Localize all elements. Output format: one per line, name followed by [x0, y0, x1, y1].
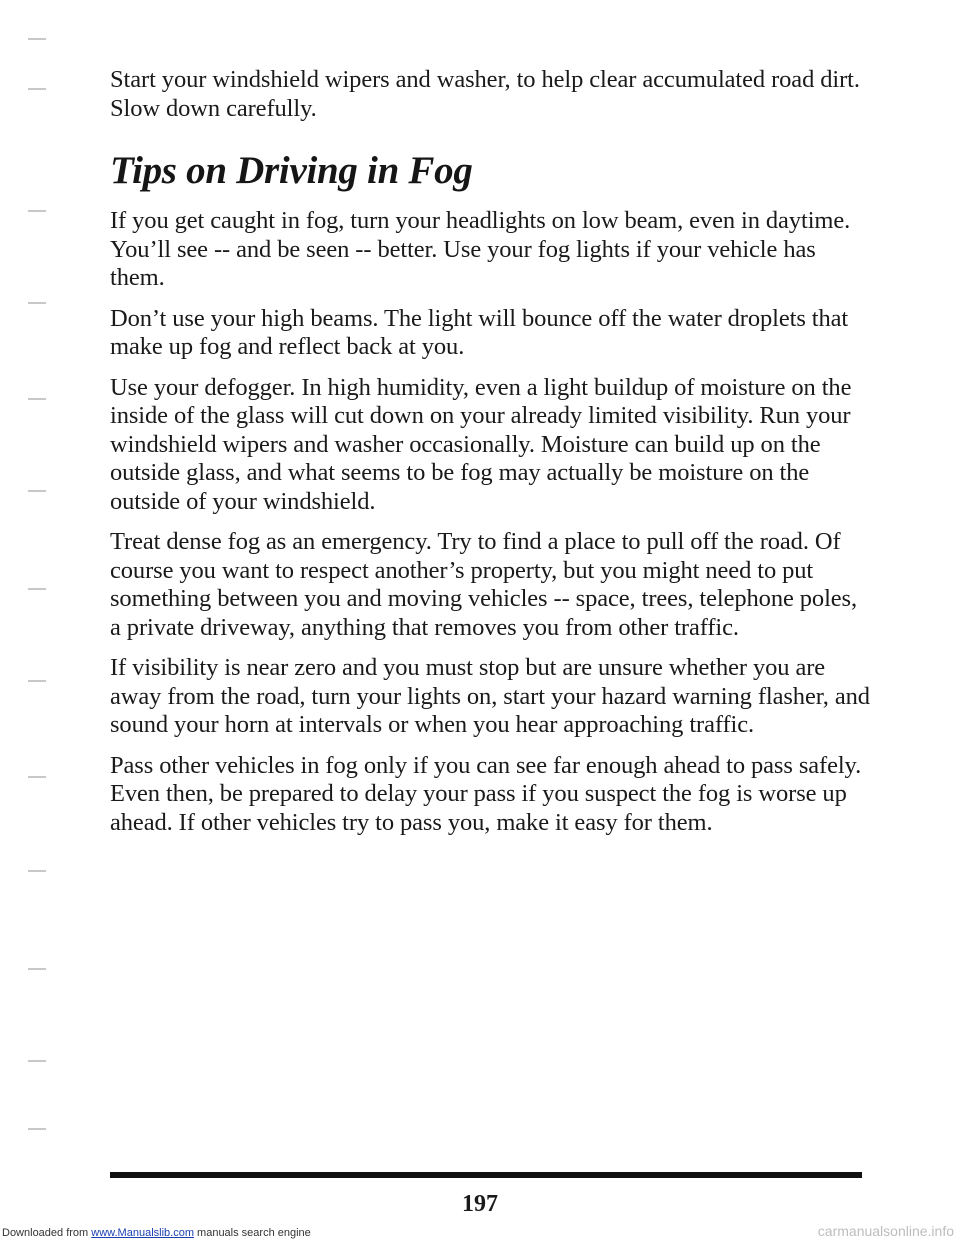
margin-tick — [28, 302, 46, 304]
manualslib-link[interactable]: www.Manualslib.com — [91, 1227, 194, 1239]
body-text — [110, 66, 870, 849]
margin-tick — [28, 1128, 46, 1130]
margin-tick — [28, 968, 46, 970]
paragraph-defogger: Use your defogger. In high humidity, even a light buildup of moisture on the inside of the glass will cut down on your already limited visibility. Run your windshield wipers and washer occasionally. Moisture can build up on the outside glass, and what seems to be fog may actually be moisture on the outside of your windshield. — [110, 373, 852, 515]
intro-paragraph: Start your windshield wipers and washer, to help clear accumulated road dirt. Slow down carefully. — [110, 66, 860, 122]
page-number: 197 — [462, 1191, 498, 1217]
margin-tick — [28, 588, 46, 590]
margin-tick — [28, 870, 46, 872]
credit-suffix: manuals search engine — [193, 1227, 311, 1239]
margin-tick — [28, 210, 46, 212]
paragraph-low-beam: If you get caught in fog, turn your headlights on low beam, even in daytime. You’ll see -- and be seen -- better. Use your fog lights if your vehicle has them. — [110, 207, 851, 291]
margin-tick — [28, 680, 46, 682]
margin-tick — [28, 38, 46, 40]
margin-tick — [28, 490, 46, 492]
download-credit — [2, 1226, 311, 1240]
margin-tick — [28, 398, 46, 400]
paragraph-high-beams: Don’t use your high beams. The light will bounce off the water droplets that make up fog and reflect back at you. — [110, 304, 849, 360]
section-heading: Tips on Driving in Fog — [110, 149, 473, 192]
paragraph-zero-visibility: If visibility is near zero and you must stop but are unsure whether you are away from the road, turn your lights on, start your hazard warning flasher, and sound your horn at intervals or when you hear approaching traffic. — [110, 654, 870, 738]
margin-tick — [28, 88, 46, 90]
watermark: carmanualsonline.info — [817, 1223, 954, 1239]
paragraph-passing: Pass other vehicles in fog only if you can see far enough ahead to pass safely. Even then, be prepared to delay your pass if you suspect the fog is worse up ahead. If other vehicles try to pass you, make it easy for them. — [110, 751, 862, 836]
footer-rule — [110, 1172, 862, 1178]
margin-tick — [28, 776, 46, 778]
credit-prefix: Downloaded from — [2, 1227, 92, 1239]
margin-tick — [28, 1060, 46, 1062]
binding-margin — [0, 0, 60, 1242]
paragraph-dense-fog: Treat dense fog as an emergency. Try to find a place to pull off the road. Of course you want to respect another’s property, but you might need to put something between you and moving vehicles -- space, trees, telephone poles, a private driveway, anything that removes you from other traffic. — [110, 528, 858, 641]
